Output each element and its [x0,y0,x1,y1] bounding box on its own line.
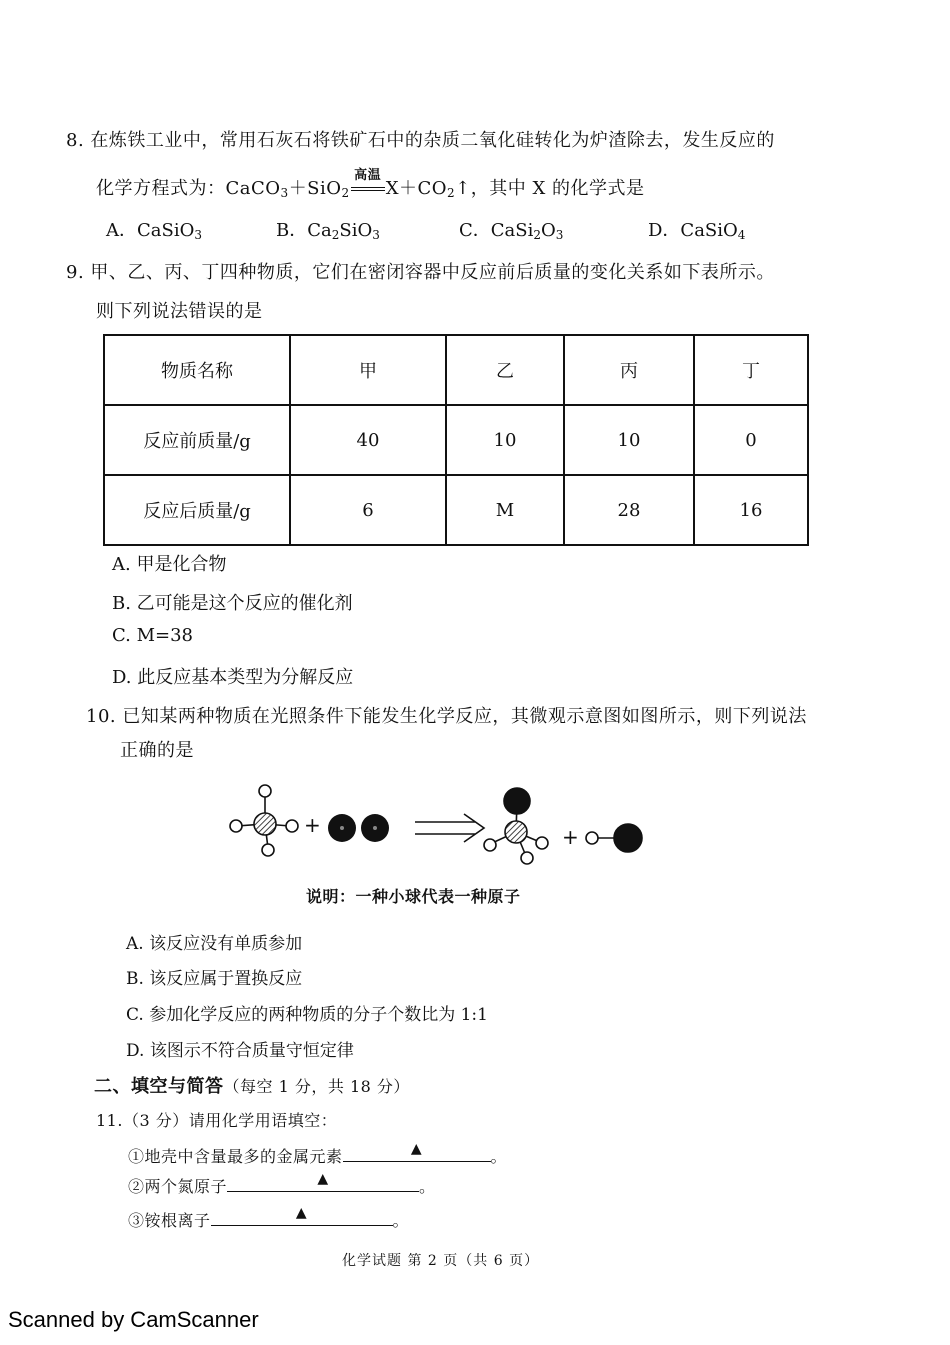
q10-option-c: C. 参加化学反应的两种物质的分子个数比为 1:1 [126,1005,488,1025]
table-header: 甲 [290,335,446,405]
q11-item-label: ①地壳中含量最多的金属元素 [128,1147,343,1166]
table-row [104,475,808,545]
q10-option-b: B. 该反应属于置换反应 [126,969,303,989]
answer-mark: ▲ [317,1171,329,1187]
plus-sign: + [562,825,579,849]
q8-option-a: A．CaSiO$_3$ [106,220,202,242]
table-row [104,335,808,405]
q11-item-2 [128,1173,436,1197]
q9-option-d: D. 此反应基本类型为分解反应 [112,667,354,688]
q8-option-d: D．CaSiO$_4$ [648,220,746,242]
table-row [104,405,808,475]
table-header: 丁 [694,335,808,405]
q8-equation-line: 化学方程式为：CaCO$_3$＋SiO$_2$ 高温 $X+CO_2↑$，其中 X 的化学式是 [96,168,645,200]
q8-option-b: B．$Ca_2SiO_3$ [276,220,380,242]
table-cell: 10 [446,405,564,475]
q8-line1: 8. 在炼铁工业中，常用石灰石将铁矿石中的杂质二氧化硅转化为炉渣除去，发生反应的 [66,130,775,151]
q11-item-label: ②两个氮原子 [128,1177,228,1196]
reactant-molecule-2 [328,814,389,842]
section-note: （每空 1 分，共 18 分） [223,1077,410,1096]
q11-intro: 11.（3 分）请用化学用语填空： [96,1111,338,1130]
q10-option-a: A. 该反应没有单质参加 [126,934,303,954]
table-cell: M [446,475,564,545]
table-cell: 反应后质量/g [104,475,290,545]
table-cell: 16 [694,475,808,545]
page-footer: 化学试题 第 2 页（共 6 页） [342,1253,540,1269]
q8-prefix: 化学方程式为： [96,178,226,199]
product-molecule-2 [586,824,642,852]
plus-sign: + [304,813,321,837]
table-header: 乙 [446,335,564,405]
diagram-caption: 说明：一种小球代表一种原子 [306,887,521,906]
table-header: 丙 [564,335,694,405]
reactant-molecule-1 [230,785,298,856]
reaction-arrow [415,814,484,842]
answer-blank[interactable] [343,1143,491,1162]
answer-mark: ▲ [295,1205,308,1221]
section-2-heading [94,1072,410,1098]
q8-suffix: ，其中 X 的化学式是 [470,178,645,199]
q9-option-a: A. 甲是化合物 [112,554,227,575]
table-header: 物质名称 [104,335,290,405]
answer-mark: ▲ [410,1141,423,1157]
mass-table [103,334,809,546]
q10-line1: 10. 已知某两种物质在光照条件下能发生化学反应，其微观示意图如图所示，则下列说法 [86,706,807,727]
product-molecule-1 [484,788,548,864]
period: 。 [490,1147,508,1166]
q11-item-3 [128,1207,409,1231]
table-cell: 6 [290,475,446,545]
q11-item-1 [128,1143,507,1167]
q11-item-label: ③铵根离子 [128,1211,211,1230]
q9-line2: 则下列说法错误的是 [96,301,263,322]
q10-option-d: D. 该图示不符合质量守恒定律 [126,1041,354,1061]
q9-option-c: C. M=38 [112,625,193,646]
period: 。 [392,1211,410,1230]
q9-option-b: B. 乙可能是这个反应的催化剂 [112,593,353,614]
table-cell: 反应前质量/g [104,405,290,475]
scanner-watermark: Scanned by CamScanner [8,1307,259,1332]
q8-option-c: C．$CaSi_2O_3$ [459,220,564,242]
q10-line2: 正确的是 [120,740,194,761]
section-title: 二、填空与简答 [94,1076,224,1097]
table-cell: 0 [694,405,808,475]
table-cell: 10 [564,405,694,475]
reaction-diagram [220,780,660,870]
table-cell: 28 [564,475,694,545]
table-cell: 40 [290,405,446,475]
q9-line1: 9. 甲、乙、丙、丁四种物质，它们在密闭容器中反应前后质量的变化关系如下表所示。 [66,262,775,283]
reaction-condition: 高温 [350,178,386,199]
answer-blank[interactable] [211,1207,393,1226]
period: 。 [419,1177,436,1196]
answer-blank[interactable] [227,1173,419,1192]
